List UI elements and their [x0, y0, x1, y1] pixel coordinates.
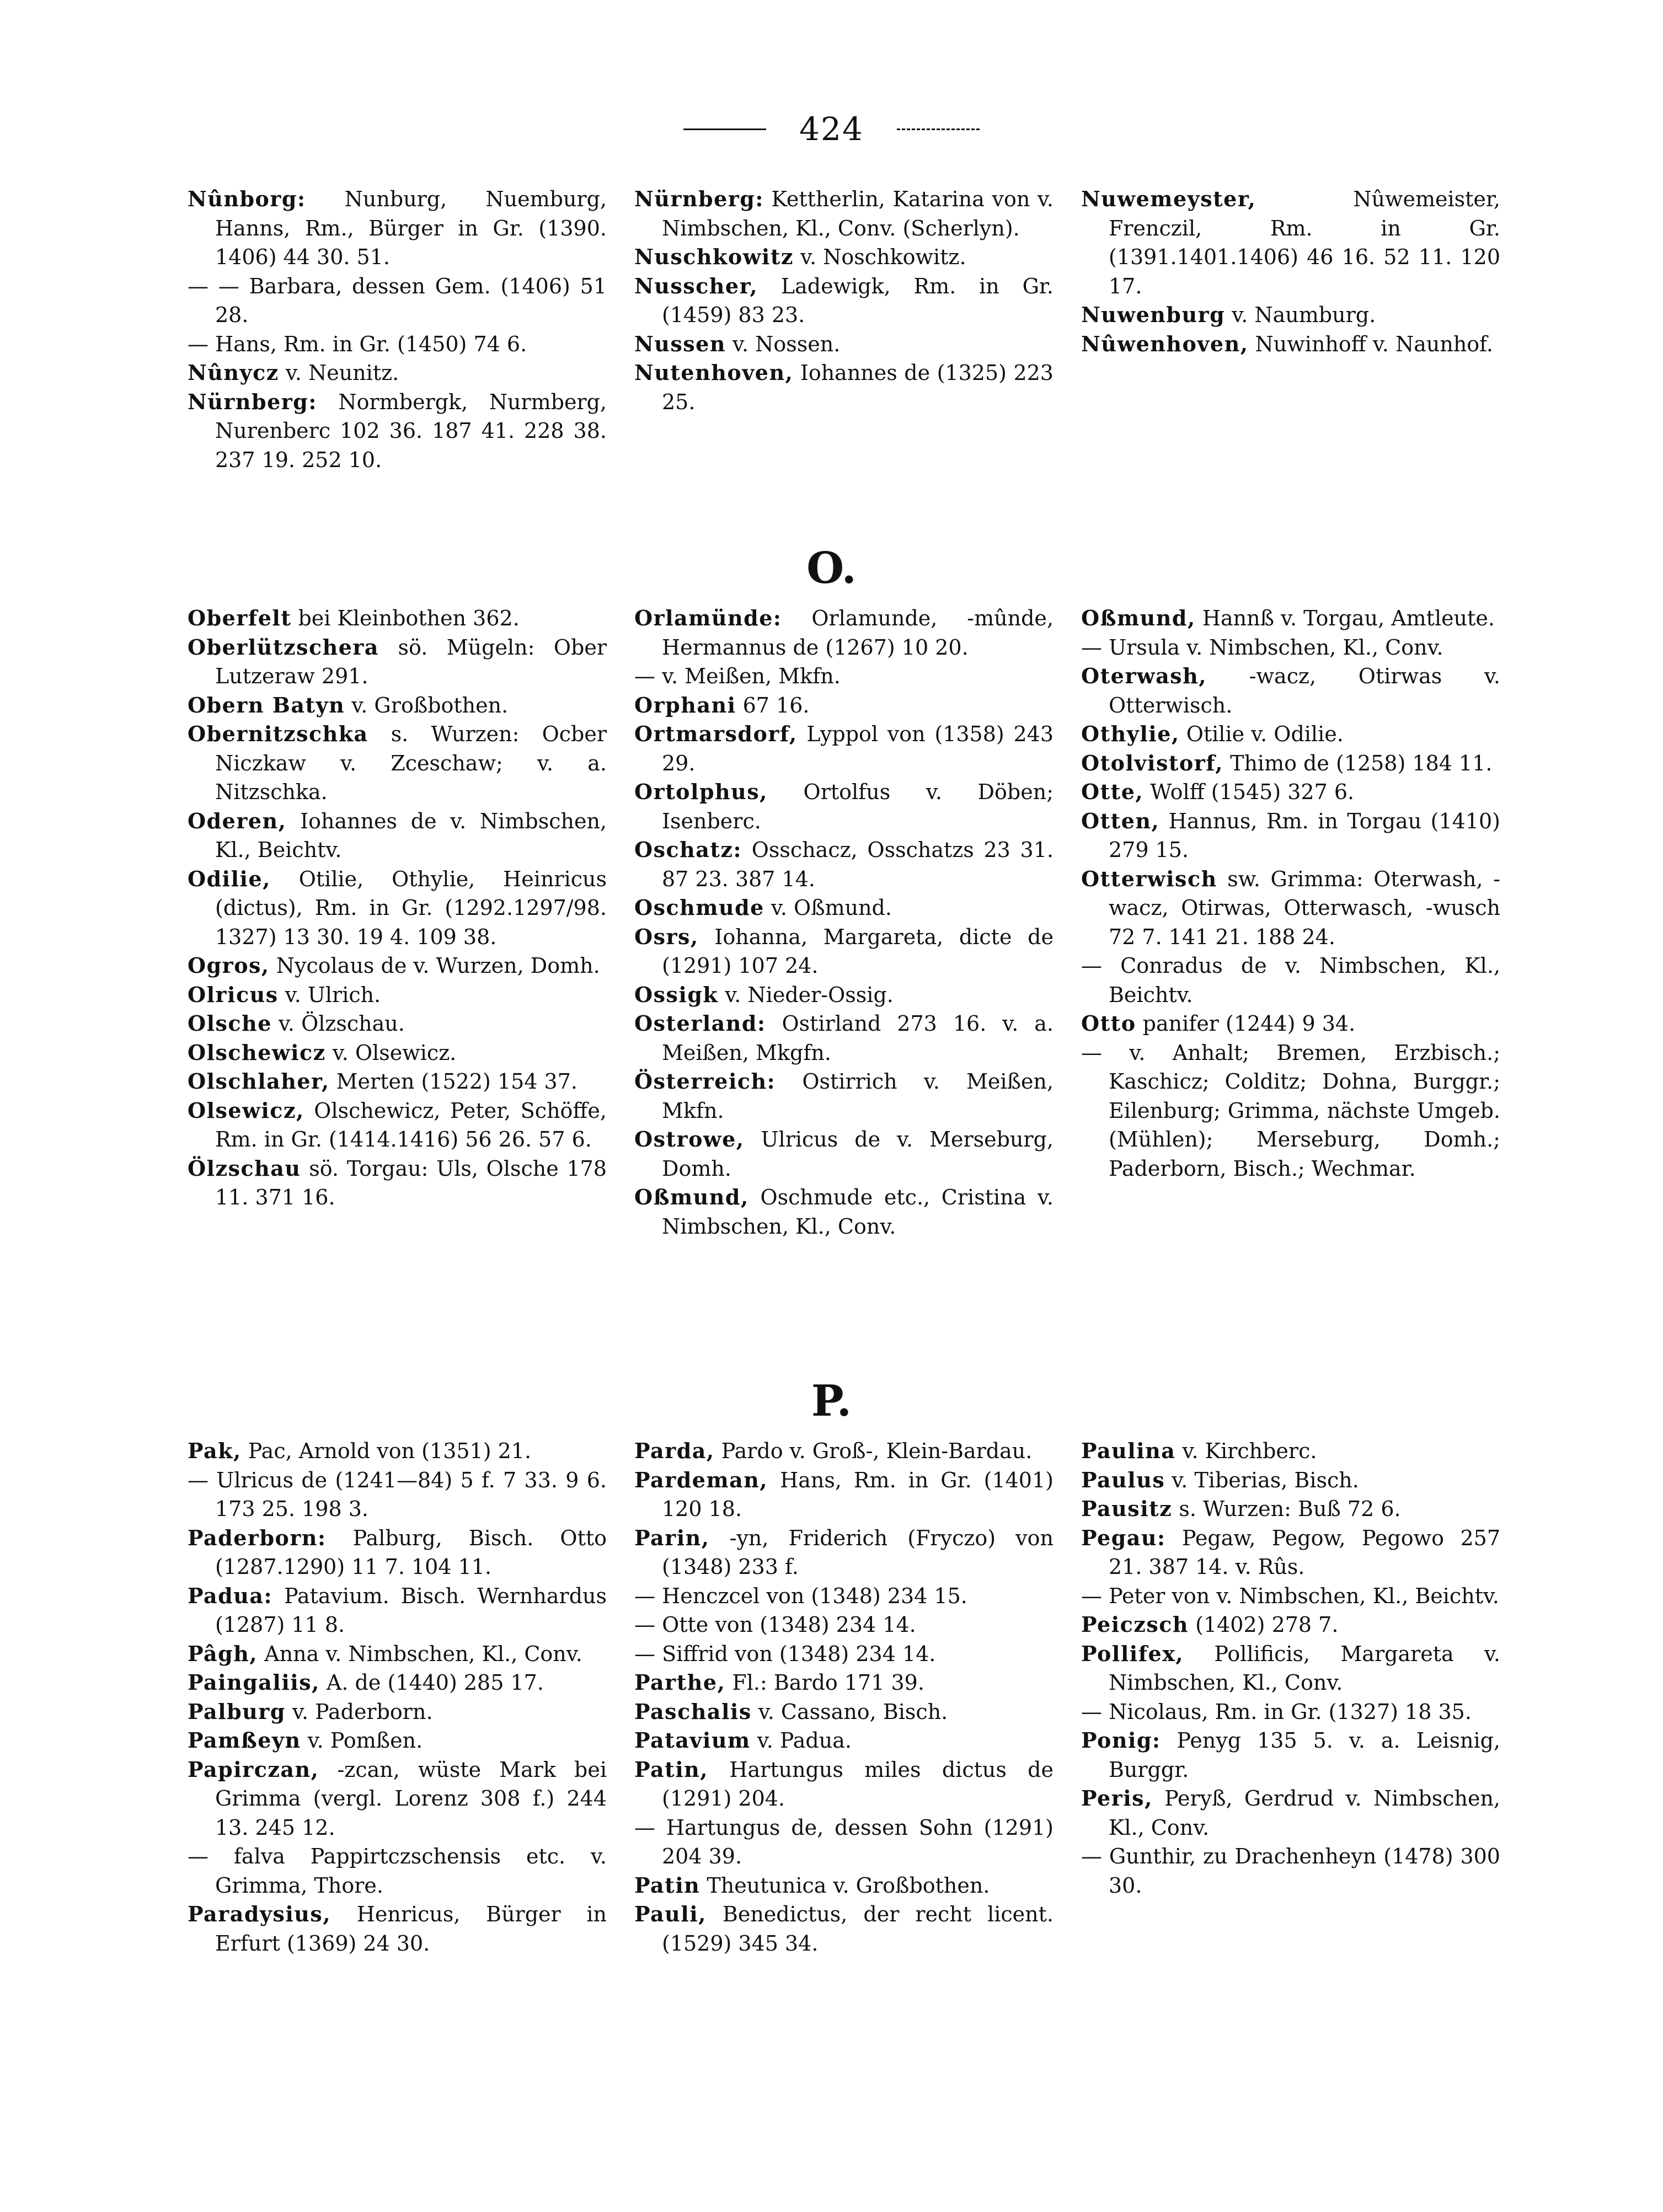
entry-headword: Nürnberg: — [634, 186, 764, 211]
entry-text: — Hartungus de, dessen Sohn (1291) 204 39. — [634, 1815, 1054, 1868]
entry-text: Olschewicz, Peter, Schöffe, Rm. in Gr. (1414.1416) 56 26. 57 6. — [215, 1098, 607, 1151]
entry-text: Hartungus miles dictus de (1291) 204. — [662, 1757, 1054, 1811]
entry-text: Otilie v. Odilie. — [1179, 722, 1344, 746]
entry-headword: Otten, — [1081, 808, 1160, 833]
entry-headword: Ponig: — [1081, 1728, 1161, 1753]
index-entry — [634, 835, 1054, 893]
index-entry — [1081, 951, 1500, 1009]
entry-text: Theutunica v. Großbothen. — [700, 1873, 990, 1898]
entry-text: A. de (1440) 285 17. — [319, 1670, 544, 1695]
entry-text: — — Barbara, dessen Gem. (1406) 51 28. — [188, 274, 607, 327]
entry-text: Nûwemeister, Frenczil, Rm. in Gr. (1391.1401.1406) 46 16. 52 11. 120 17. — [1109, 187, 1500, 298]
entry-text: (1402) 278 7. — [1189, 1613, 1339, 1637]
index-entry — [634, 185, 1054, 243]
entry-headword: Orphani — [634, 692, 736, 717]
entry-text: Henricus, Bürger in Erfurt (1369) 24 30. — [215, 1902, 607, 1956]
entry-text: — Nicolaus, Rm. in Gr. (1327) 18 35. — [1081, 1699, 1472, 1724]
index-entry — [1081, 1842, 1500, 1900]
entry-text: Normbergk, Nurmberg, Nurenberc 102 36. 187 41. 228 38. 237 19. 252 10. — [215, 389, 607, 472]
entry-headword: Oschatz: — [634, 837, 742, 862]
entry-headword: Nuschkowitz — [634, 244, 794, 269]
index-entry — [634, 1009, 1054, 1067]
index-column — [188, 185, 607, 474]
entry-text: Pollificis, Margareta v. Nimbschen, Kl., Conv. — [1109, 1641, 1500, 1695]
index-entry — [634, 1524, 1054, 1582]
index-entry — [634, 1067, 1054, 1125]
index-entry — [188, 358, 607, 388]
index-entry — [188, 1842, 607, 1900]
entry-text: v. Nieder-Ossig. — [718, 982, 894, 1007]
entry-text: v. Naumburg. — [1225, 303, 1376, 327]
entry-headword: Otto — [1081, 1011, 1136, 1036]
index-column — [634, 185, 1054, 474]
entry-headword: Otte, — [1081, 779, 1144, 804]
entry-headword: Ogros, — [188, 953, 270, 978]
entry-headword: Odilie, — [188, 866, 271, 891]
index-entry — [188, 1466, 607, 1524]
index-entry — [188, 1009, 607, 1038]
entry-headword: Obern Batyn — [188, 692, 345, 717]
index-entry — [188, 185, 607, 272]
entry-headword: Otolvistorf, — [1081, 750, 1224, 775]
entry-headword: Nussen — [634, 331, 726, 356]
entry-headword: Nusscher, — [634, 273, 758, 298]
index-entry — [1081, 865, 1500, 952]
entry-headword: Paschalis — [634, 1699, 752, 1724]
entry-text: -yn, Friderich (Fryczo) von (1348) 233 f. — [662, 1525, 1054, 1579]
entry-text: v. Großbothen. — [345, 693, 509, 717]
entry-headword: Patin — [634, 1872, 701, 1898]
entry-text: — v. Anhalt; Bremen, Erzbisch.; Kaschicz; Colditz; Dohna, Burggr.; Eilenburg; Grimma, nächste Umgeb. (Mühlen); Merseburg, Domh.; Paderborn, Bisch.; Wechmar. — [1081, 1040, 1500, 1181]
entry-headword: Pâgh, — [188, 1641, 258, 1666]
entry-text: — Ulricus de (1241—84) 5 f. 7 33. 9 6. 173 25. 198 3. — [188, 1467, 607, 1521]
entry-headword: Nûnycz — [188, 360, 279, 385]
entry-headword: Oberlützschera — [188, 634, 379, 660]
index-entry — [1081, 1784, 1500, 1842]
entry-headword: Nürnberg: — [188, 389, 317, 414]
index-entry — [634, 604, 1054, 662]
entry-text: Orlamunde, -mûnde, Hermannus de (1267) 10 20. — [662, 606, 1054, 660]
entry-text: Pardo v. Groß-, Klein-Bardau. — [714, 1439, 1033, 1463]
entry-headword: Ortmarsdorf, — [634, 721, 798, 746]
index-entry — [1081, 1466, 1500, 1495]
entry-text: Ulricus de v. Merseburg, Domh. — [662, 1127, 1054, 1181]
entry-text: Ostirland 273 16. v. a. Meißen, Mkgfn. — [662, 1011, 1054, 1065]
index-column — [634, 604, 1054, 1241]
entry-headword: Pegau: — [1081, 1525, 1166, 1550]
entry-text: Osschacz, Osschatzs 23 31. 87 23. 387 14. — [662, 838, 1054, 891]
index-entry — [634, 1183, 1054, 1241]
index-entry — [1081, 1009, 1500, 1038]
header-rule-right — [897, 128, 980, 130]
index-entry — [634, 893, 1054, 923]
entry-text: — Gunthir, zu Drachenheyn (1478) 300 30. — [1081, 1844, 1500, 1898]
index-entry — [188, 1038, 607, 1068]
index-entry — [1081, 662, 1500, 720]
index-entry — [1081, 807, 1500, 865]
section-o-columns — [188, 604, 1500, 1241]
index-column — [1081, 185, 1500, 474]
index-entry — [188, 388, 607, 475]
entry-headword: Nûwenhoven, — [1081, 331, 1249, 356]
entry-text: sö. Mügeln: Ober Lutzeraw 291. — [215, 635, 607, 688]
index-entry — [188, 1640, 607, 1669]
index-entry — [634, 1813, 1054, 1871]
entry-text: v. Cassano, Bisch. — [751, 1699, 948, 1724]
entry-text: Kettherlin, Katarina von v. Nimbschen, Kl., Conv. (Scherlyn). — [662, 187, 1054, 240]
index-entry — [188, 1437, 607, 1466]
index-column — [1081, 1437, 1500, 1958]
index-entry — [188, 1900, 607, 1958]
index-entry — [634, 1437, 1054, 1466]
entry-headword: Padua: — [188, 1583, 273, 1608]
entry-text: Thimo de (1258) 184 11. — [1223, 751, 1493, 775]
entry-text: Hans, Rm. in Gr. (1401) 120 18. — [662, 1467, 1054, 1521]
entry-text: Anna v. Nimbschen, Kl., Conv. — [258, 1641, 582, 1666]
index-entry — [188, 1524, 607, 1582]
section-n-columns — [188, 185, 1500, 474]
entry-text: v. Paderborn. — [285, 1699, 433, 1724]
entry-headword: Parthe, — [634, 1670, 726, 1695]
entry-text: Nuwinhoff v. Naunhof. — [1248, 331, 1493, 356]
index-entry — [634, 1871, 1054, 1900]
entry-text: — Henczcel von (1348) 234 15. — [634, 1583, 967, 1608]
index-entry — [634, 923, 1054, 981]
index-entry — [634, 358, 1054, 416]
index-entry — [1081, 1437, 1500, 1466]
index-entry — [634, 330, 1054, 359]
index-entry — [1081, 330, 1500, 359]
index-entry — [188, 1668, 607, 1697]
index-entry — [1081, 604, 1500, 633]
entry-headword: Paingaliis, — [188, 1670, 320, 1695]
entry-headword: Olschewicz — [188, 1040, 326, 1065]
index-entry — [634, 778, 1054, 835]
entry-text: Ladewigk, Rm. in Gr. (1459) 83 23. — [662, 274, 1054, 327]
header-rule-left — [683, 128, 766, 130]
section-letter-p: P. — [811, 1376, 852, 1426]
index-entry — [1081, 185, 1500, 301]
entry-text: v. Padua. — [750, 1728, 852, 1753]
entry-headword: Paulina — [1081, 1438, 1176, 1463]
index-entry — [1081, 1726, 1500, 1784]
entry-headword: Pausitz — [1081, 1496, 1173, 1521]
entry-text: Iohanna, Margareta, dicte de (1291) 107 24. — [662, 924, 1054, 978]
index-entry — [634, 691, 1054, 720]
entry-text: Otilie, Othylie, Heinricus (dictus), Rm. in Gr. (1292.1297/98. 1327) 13 30. 19 4. 109 38. — [215, 866, 607, 949]
entry-headword: Peris, — [1081, 1786, 1153, 1811]
index-entry — [188, 691, 607, 720]
section-letter-o: O. — [806, 543, 857, 593]
entry-text: v. Kirchberc. — [1175, 1439, 1317, 1463]
index-column — [1081, 604, 1500, 1241]
index-entry — [1081, 1697, 1500, 1727]
index-entry — [1081, 720, 1500, 749]
entry-text: — Conradus de v. Nimbschen, Kl., Beichtv. — [1081, 954, 1500, 1007]
entry-headword: Ortolphus, — [634, 779, 768, 804]
index-entry — [634, 272, 1054, 330]
entry-headword: Oberfelt — [188, 606, 292, 630]
entry-text: Oschmude etc., Cristina v. Nimbschen, Kl., Conv. — [662, 1185, 1054, 1239]
entry-text: Hannus, Rm. in Torgau (1410) 279 15. — [1109, 808, 1500, 862]
entry-headword: Otterwisch — [1081, 866, 1217, 891]
entry-headword: Nûnborg: — [188, 186, 306, 211]
entry-text: s. Wurzen: Ocber Niczkaw v. Zceschaw; v. a. Nitzschka. — [215, 722, 607, 804]
entry-text: Wolff (1545) 327 6. — [1143, 780, 1355, 804]
index-entry — [188, 1582, 607, 1640]
index-entry — [634, 1466, 1054, 1524]
index-entry — [634, 720, 1054, 778]
entry-text: Merten (1522) 154 37. — [329, 1069, 577, 1094]
entry-headword: Ölzschau — [188, 1155, 301, 1181]
entry-text: bei Kleinbothen 362. — [291, 606, 520, 630]
entry-text: — Peter von v. Nimbschen, Kl., Beichtv. — [1081, 1583, 1499, 1608]
entry-text: Nunburg, Nuemburg, Hanns, Rm., Bürger in Gr. (1390. 1406) 44 30. 51. — [215, 187, 607, 269]
entry-text: v. Oßmund. — [764, 896, 892, 920]
entry-headword: Oterwash, — [1081, 663, 1207, 688]
entry-text: — Hans, Rm. in Gr. (1450) 74 6. — [188, 331, 527, 356]
entry-headword: Paradysius, — [188, 1902, 331, 1926]
entry-text: Fl.: Bardo 171 39. — [725, 1670, 924, 1695]
entry-text: Hannß v. Torgau, Amtleute. — [1195, 606, 1495, 630]
index-column — [188, 1437, 607, 1958]
entry-headword: Nutenhoven, — [634, 360, 794, 385]
index-entry — [188, 604, 607, 633]
entry-text: Penyg 135 5. v. a. Leisnig, Burggr. — [1109, 1728, 1500, 1782]
entry-headword: Pauli, — [634, 1902, 707, 1926]
entry-headword: Othylie, — [1081, 721, 1180, 746]
entry-headword: Peiczsch — [1081, 1612, 1189, 1637]
entry-headword: Olschlaher, — [188, 1069, 330, 1094]
index-entry — [634, 662, 1054, 691]
entry-headword: Osrs, — [634, 924, 699, 949]
entry-headword: Patavium — [634, 1728, 751, 1753]
entry-text: Ostirrich v. Meißen, Mkfn. — [662, 1069, 1054, 1123]
index-entry — [634, 1582, 1054, 1611]
entry-headword: Nuwemeyster, — [1081, 186, 1256, 211]
entry-text: v. Pomßen. — [301, 1728, 423, 1753]
section-p-columns — [188, 1437, 1500, 1958]
entry-text: v. Tiberias, Bisch. — [1165, 1467, 1359, 1492]
entry-text: — Siffrid von (1348) 234 14. — [634, 1641, 936, 1666]
entry-text: s. Wurzen: Buß 72 6. — [1172, 1497, 1401, 1521]
index-entry — [1081, 1610, 1500, 1640]
entry-text: Iohannes de (1325) 223 25. — [662, 361, 1054, 414]
entry-headword: Oschmude — [634, 895, 764, 920]
index-entry — [1081, 633, 1500, 662]
entry-headword: Obernitzschka — [188, 721, 368, 746]
entry-text: — v. Meißen, Mkfn. — [634, 664, 841, 688]
entry-text: Pac, Arnold von (1351) 21. — [241, 1439, 532, 1463]
entry-text: Ortolfus v. Döben; Isenberc. — [662, 780, 1054, 833]
index-entry — [188, 1755, 607, 1843]
index-entry — [188, 951, 607, 981]
index-entry — [1081, 1495, 1500, 1524]
entry-headword: Nuwenburg — [1081, 302, 1226, 327]
entry-text: — Ursula v. Nimbschen, Kl., Conv. — [1081, 635, 1443, 660]
index-entry — [1081, 1038, 1500, 1183]
entry-headword: Olsche — [188, 1011, 272, 1036]
index-entry — [634, 981, 1054, 1010]
index-entry — [188, 1154, 607, 1212]
index-entry — [188, 1067, 607, 1096]
entry-text: v. Olsewicz. — [325, 1040, 457, 1065]
entry-text: v. Ölzschau. — [271, 1011, 405, 1036]
entry-text: v. Neunitz. — [279, 361, 399, 385]
index-entry — [634, 1668, 1054, 1697]
entry-headword: Parda, — [634, 1438, 715, 1463]
entry-text: sö. Torgau: Uls, Olsche 178 11. 371 16. — [215, 1156, 607, 1209]
index-entry — [188, 633, 607, 691]
entry-text: sw. Grimma: Oterwash, -wacz, Otirwas, Otterwasch, -wusch 72 7. 141 21. 188 24. — [1109, 866, 1500, 949]
entry-text: Lyppol von (1358) 243 29. — [662, 722, 1054, 775]
entry-headword: Palburg — [188, 1699, 286, 1724]
entry-headword: Pamßeyn — [188, 1728, 301, 1753]
index-entry — [188, 272, 607, 330]
index-entry — [188, 981, 607, 1010]
entry-text: v. Nossen. — [725, 331, 841, 356]
index-entry — [188, 1697, 607, 1727]
index-entry — [634, 1726, 1054, 1755]
entry-text: v. Noschkowitz. — [793, 245, 966, 269]
entry-text: 67 16. — [736, 693, 810, 717]
entry-text: panifer (1244) 9 34. — [1136, 1011, 1356, 1036]
index-entry — [188, 865, 607, 952]
entry-headword: Oßmund, — [1081, 606, 1196, 630]
page-number: 424 — [799, 110, 864, 148]
entry-headword: Österreich: — [634, 1069, 776, 1094]
entry-headword: Osterland: — [634, 1011, 766, 1036]
entry-text: — falva Pappirtczschensis etc. v. Grimma, Thore. — [188, 1844, 607, 1898]
entry-text: Peryß, Gerdrud v. Nimbschen, Kl., Conv. — [1109, 1786, 1500, 1840]
entry-headword: Orlamünde: — [634, 606, 782, 630]
entry-headword: Paderborn: — [188, 1525, 327, 1550]
index-entry — [188, 1096, 607, 1154]
index-entry — [634, 243, 1054, 272]
entry-headword: Olricus — [188, 982, 279, 1007]
entry-headword: Pollifex, — [1081, 1641, 1184, 1666]
entry-headword: Oßmund, — [634, 1185, 749, 1209]
index-entry — [1081, 749, 1500, 778]
index-entry — [188, 807, 607, 865]
entry-text: Benedictus, der recht licent. (1529) 345 34. — [662, 1902, 1054, 1956]
entry-headword: Papirczan, — [188, 1756, 319, 1782]
entry-text: Palburg, Bisch. Otto (1287.1290) 11 7. 104 11. — [215, 1525, 607, 1579]
entry-text: — Otte von (1348) 234 14. — [634, 1613, 916, 1637]
entry-headword: Pak, — [188, 1438, 242, 1463]
entry-text: -wacz, Otirwas v. Otterwisch. — [1109, 664, 1500, 717]
entry-text: Iohannes de v. Nimbschen, Kl., Beichtv. — [215, 808, 607, 862]
page-header — [0, 110, 1663, 148]
entry-headword: Paulus — [1081, 1467, 1165, 1492]
entry-headword: Oderen, — [188, 808, 287, 833]
index-column — [188, 604, 607, 1241]
index-entry — [634, 1697, 1054, 1727]
entry-text: Patavium. Bisch. Wernhardus (1287) 11 8. — [215, 1583, 607, 1637]
entry-headword: Olsewicz, — [188, 1097, 304, 1123]
entry-text: Nycolaus de v. Wurzen, Domh. — [269, 954, 600, 978]
entry-headword: Parin, — [634, 1525, 710, 1550]
entry-headword: Pardeman, — [634, 1467, 768, 1492]
index-entry — [1081, 301, 1500, 330]
index-entry — [1081, 1640, 1500, 1697]
entry-text: -zcan, wüste Mark bei Grimma (vergl. Lorenz 308 f.) 244 13. 245 12. — [215, 1757, 607, 1840]
entry-text: v. Ulrich. — [278, 982, 381, 1007]
index-entry — [188, 720, 607, 807]
index-entry — [1081, 778, 1500, 807]
entry-text: Pegaw, Pegow, Pegowo 257 21. 387 14. v. Rûs. — [1109, 1525, 1500, 1579]
index-entry — [1081, 1524, 1500, 1582]
index-entry — [188, 330, 607, 359]
index-column — [634, 1437, 1054, 1958]
index-entry — [634, 1900, 1054, 1958]
entry-headword: Ossigk — [634, 982, 719, 1007]
index-entry — [1081, 1582, 1500, 1611]
index-entry — [634, 1755, 1054, 1813]
entry-headword: Ostrowe, — [634, 1127, 745, 1151]
index-entry — [188, 1726, 607, 1755]
entry-headword: Patin, — [634, 1756, 709, 1782]
index-entry — [634, 1640, 1054, 1669]
index-entry — [634, 1125, 1054, 1183]
index-entry — [634, 1610, 1054, 1640]
